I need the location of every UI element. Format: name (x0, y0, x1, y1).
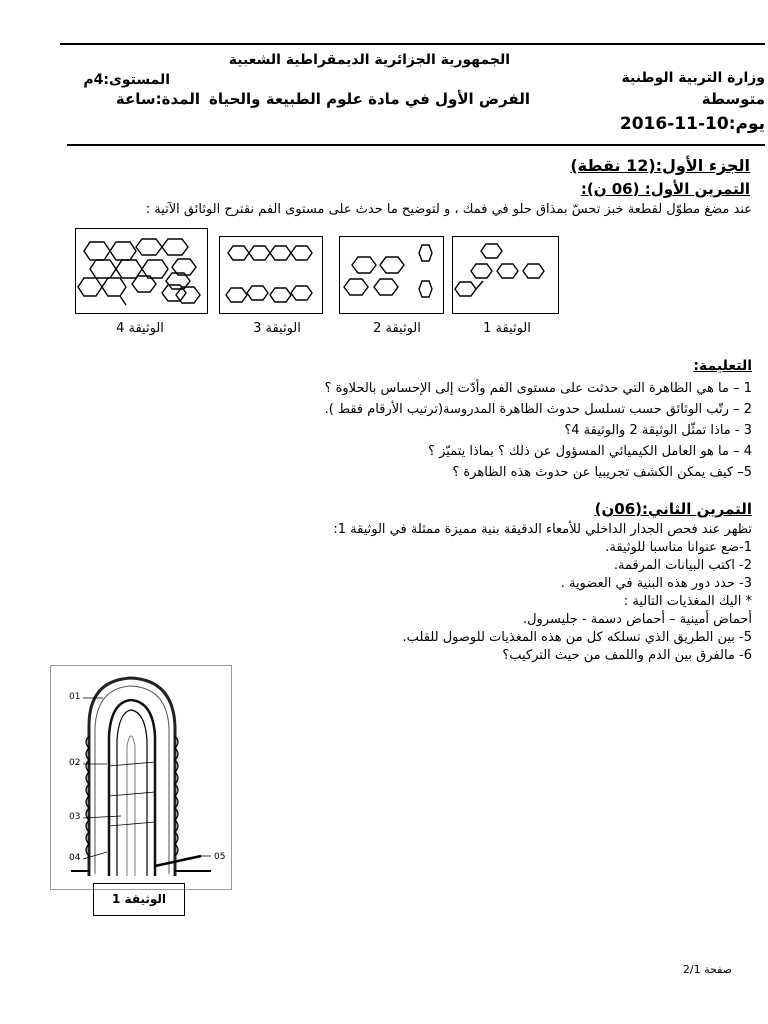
instructions-title: التعليمة: (693, 358, 752, 374)
exam-date: يوم:10-11-2016 (619, 114, 765, 134)
school-label: متوسطة (701, 90, 765, 108)
document-2-box (339, 236, 444, 314)
question-2-2: 2- اكتب البيانات المرقمة. (613, 558, 752, 573)
question-2-1: 1-ضع عنوانا مناسبا للوثيقة. (605, 540, 752, 555)
exercise2-block (160, 521, 752, 665)
page-number: صفحة 2/1 (682, 963, 732, 976)
ministry-name: وزارة التربية الوطنية (621, 70, 765, 86)
figure-label-05: 05 (214, 852, 226, 862)
document-1-diagram (453, 237, 558, 313)
exercise2-intro: تظهر عند فحص الجدار الداخلي للأمعاء الدقيقة بنية مميزة ممثلة في الوثيقة 1: (333, 522, 752, 537)
villus-figure-caption: الوثيقة 1 (93, 883, 185, 916)
question-2-6: 6- مالفرق بين الدم واللمف من حيث التركيب؟ (502, 648, 752, 663)
exercise1-questions (60, 378, 752, 483)
document-4-diagram (76, 229, 207, 313)
part1-title: الجزء الأول:(12 نقطة) (570, 156, 750, 175)
document-3-box (219, 236, 323, 314)
exercise1-title: التمرين الأول: (06 ن): (580, 180, 750, 198)
header-bottom-rule (67, 144, 765, 146)
question-2-nutrients-intro: * اليك المغذيات التالية : (623, 594, 752, 609)
figure-label-01: 01 (69, 692, 81, 702)
exam-title: الفرض الأول في مادة علوم الطبيعة والحياة (208, 90, 530, 108)
question-2-3: 3- حدد دور هذه البنية في العضوية . (560, 576, 752, 591)
level-label: المستوى:4م (83, 72, 170, 88)
question-1-1: 1 – ما هي الظاهرة التي حدثت على مستوى الفم وأدّت إلى الإحساس بالحلاوة ؟ (324, 381, 752, 396)
document-2-diagram (340, 237, 443, 313)
exercise1-intro: عند مضغ مطوّل لقطعة خبز تحسّ بمذاق حلو في فمك ، و لتوضيح ما حدث على مستوى الفم نقترح الوثائق الآتية : (145, 202, 752, 217)
question-1-4: 4 – ما هو العامل الكيميائي المسؤول عن ذلك ؟ بماذا يتميّز ؟ (428, 444, 752, 459)
villus-figure (50, 665, 232, 890)
document-1-box (452, 236, 559, 314)
question-2-nutrients-list: أحماض أمينية – أحماض دسمة - جليسرول. (522, 612, 752, 627)
question-2-5: 5- بين الطريق الذي تسلكه كل من هذه المغذيات للوصول للقلب. (402, 630, 752, 645)
figure-label-04: 04 (69, 853, 81, 863)
document-4-label: الوثيقة 4 (116, 321, 164, 336)
question-1-2: 2 – رتّب الوثائق حسب تسلسل حدوث الظاهرة المدروسة(ترتيب الأرقام فقط ). (324, 402, 752, 417)
document-3-diagram (220, 237, 322, 313)
republic-title: الجمهورية الجزائرية الديمقراطية الشعبية (228, 52, 510, 68)
document-1-label: الوثيقة 1 (483, 321, 531, 336)
document-4-box (75, 228, 208, 314)
duration-label: المدة:ساعة (115, 90, 200, 108)
figure-label-03: 03 (69, 812, 81, 822)
document-3-label: الوثيقة 3 (253, 321, 301, 336)
question-1-5: 5– كيف يمكن الكشف تجريبيا عن حدوث هذه الظاهرة ؟ (452, 465, 752, 480)
exercise2-title: التمرين الثاني:(06ن) (594, 500, 752, 518)
question-1-3: 3 - ماذا تمثّل الوثيقة 2 والوثيقة 4؟ (564, 423, 752, 438)
header-top-rule (60, 43, 765, 45)
document-2-label: الوثيقة 2 (373, 321, 421, 336)
figure-label-02: 02 (69, 758, 81, 768)
